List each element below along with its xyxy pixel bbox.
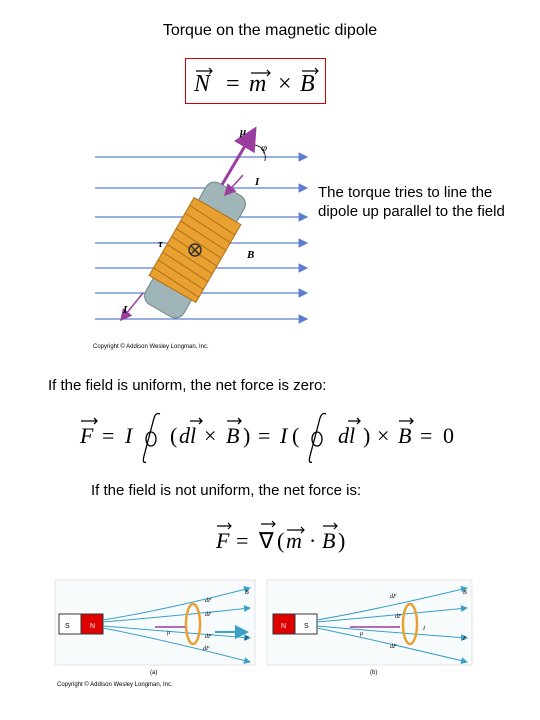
fig1-copyright: Copyright © Addison Wesley Longman, Inc. — [93, 344, 209, 350]
label-I-bottom: I — [123, 304, 128, 316]
caption-b: (b) — [370, 670, 378, 676]
ueq-close1: ) — [243, 423, 251, 448]
ueq-B1: B — [226, 423, 240, 448]
ueq-eq2: = — [258, 423, 271, 448]
label-B: B — [247, 249, 255, 261]
feq-F: F — [216, 528, 230, 553]
magnet-a-N-label: N — [90, 623, 96, 630]
dipole-solenoid-figure — [85, 115, 320, 355]
label-a-B: B — [245, 590, 249, 596]
label-b-dF-top: dF — [390, 594, 397, 600]
uniform-field-text: If the field is uniform, the net force is zero: — [48, 377, 327, 394]
magnet-a-south — [59, 614, 81, 634]
label-mu: μ — [240, 126, 247, 138]
panel-b — [267, 580, 472, 676]
feq-dot: · — [309, 528, 317, 553]
contour-circle-2-icon — [312, 432, 322, 446]
feq-close: ) — [338, 528, 346, 553]
ueq-I1: I — [125, 423, 133, 448]
eq-N: N — [194, 71, 211, 97]
nonuniform-force-equation — [214, 520, 364, 558]
label-a-F: F — [245, 636, 249, 642]
vec-nabla — [261, 521, 275, 527]
ueq-cross2: × — [377, 423, 390, 448]
contour-circle-1-icon — [146, 432, 156, 446]
label-phi: φ — [261, 142, 268, 154]
label-b-B: B — [463, 590, 467, 596]
ueq-dl1: dl — [179, 423, 197, 448]
ueq-I2: I — [280, 423, 288, 448]
feq-eq: = — [236, 528, 249, 553]
ueq-dl2: dl — [338, 423, 356, 448]
label-tau: τ — [158, 238, 163, 250]
ueq-cross1: × — [204, 423, 217, 448]
torque-equation — [186, 59, 327, 105]
ueq-close2: ) — [363, 423, 371, 448]
magnet-a-S-label: S — [65, 623, 70, 630]
label-a-dF-top: dF — [205, 598, 212, 604]
fig2-copyright: Copyright © Addison Wesley Longman, Inc. — [57, 682, 173, 688]
label-a-dF-mid: dF — [205, 612, 212, 618]
ueq-open2: ( — [292, 423, 300, 448]
nonuniform-field-figure — [55, 580, 480, 692]
caption-a: (a) — [150, 670, 158, 676]
torque-equation-box — [185, 58, 326, 104]
ueq-open1: ( — [170, 423, 178, 448]
eq-cross: × — [278, 71, 292, 97]
label-b-mu: μ — [360, 631, 364, 637]
label-b-dF-bot: dF — [390, 644, 397, 650]
label-b-I: I — [423, 626, 425, 632]
ueq-zero: 0 — [443, 423, 454, 448]
eq-equals: = — [226, 71, 240, 97]
label-a-dF-bot: dF — [203, 646, 210, 652]
feq-nabla: ∇ — [259, 528, 274, 553]
magnet-b-S-label: S — [304, 623, 309, 630]
panel-a — [55, 580, 255, 676]
label-I-top: I — [255, 176, 260, 188]
label-b-F: F — [463, 636, 467, 642]
page-title: Torque on the magnetic dipole — [162, 22, 378, 39]
ueq-eq1: = — [102, 423, 115, 448]
feq-B: B — [322, 528, 336, 553]
uniform-force-equation — [80, 412, 470, 468]
nonuniform-field-text: If the field is not uniform, the net force is: — [91, 482, 362, 499]
ueq-B2: B — [398, 423, 412, 448]
torque-explanation: The torque tries to line the dipole up parallel to the field — [318, 184, 505, 220]
label-b-dF-mid: dF — [395, 614, 402, 620]
label-a-mu: μ — [167, 630, 171, 636]
feq-m: m — [286, 528, 302, 553]
magnet-b-N-label: N — [281, 623, 287, 630]
eq-m: m — [249, 71, 267, 97]
feq-open: ( — [277, 528, 285, 553]
eq-B: B — [300, 71, 315, 97]
label-a-dF-low: dF — [205, 634, 212, 640]
ueq-F: F — [80, 423, 94, 448]
ueq-eq3: = — [420, 423, 433, 448]
